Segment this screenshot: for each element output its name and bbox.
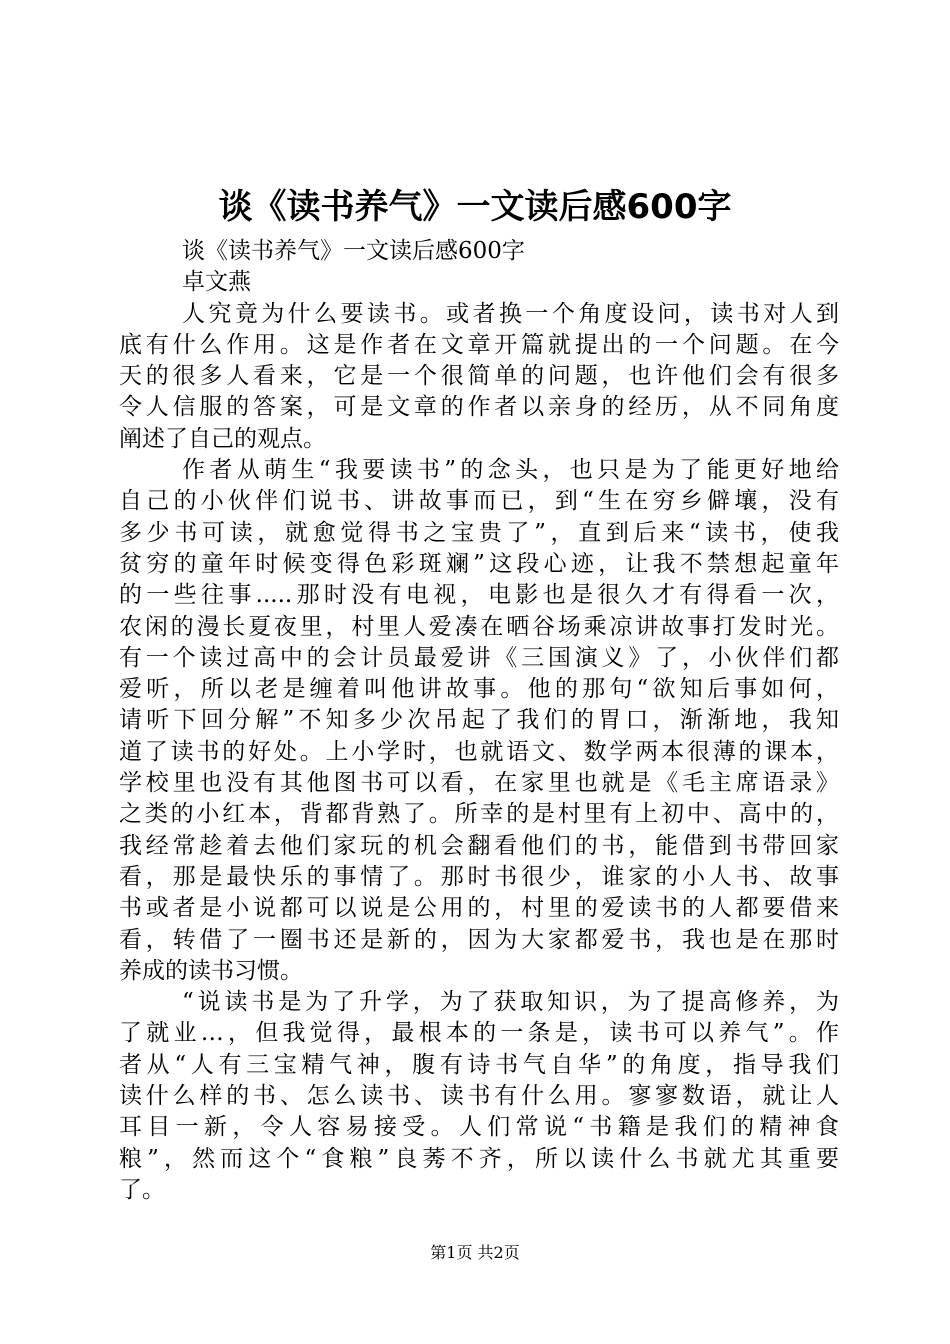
paragraph-line: 令人信服的答案，可是文章的作者以亲身的经历，从不同角度	[119, 394, 839, 421]
paragraph-line: 爱听，所以老是缠着叫他讲故事。他的那句“欲知后事如何，	[119, 676, 839, 703]
paragraph-line: 我经常趁着去他们家玩的机会翻看他们的书，能借到书带回家	[119, 832, 839, 859]
paragraph-line: 底有什么作用。这是作者在文章开篇就提出的一个问题。在今	[119, 331, 839, 358]
document-body	[119, 236, 839, 1206]
paragraph-line: 请听下回分解”不知多少次吊起了我们的胃口，渐渐地，我知	[119, 707, 839, 734]
paragraph-line: 粮”，然而这个“食粮”良莠不齐，所以读什么书就尤其重要	[119, 1145, 839, 1172]
paragraph	[119, 299, 839, 455]
paragraph-line: 贫穷的童年时候变得色彩斑斓”这段心迹，让我不禁想起童年	[119, 550, 839, 577]
paragraph-line: 耳目一新，令人容易接受。人们常说“书籍是我们的精神食	[119, 1114, 839, 1141]
paragraph-line: 了。	[119, 1176, 165, 1203]
paragraph	[119, 455, 839, 987]
paragraphs	[119, 299, 839, 1207]
paragraph-line: 自己的小伙伴们说书、讲故事而已，到“生在穷乡僻壤，没有	[119, 488, 839, 515]
paragraph-line: 学校里也没有其他图书可以看，在家里也就是《毛主席语录》	[119, 770, 839, 797]
author-line: 卓文燕	[182, 269, 251, 296]
paragraph-line: 了就业…，但我觉得，最根本的一条是，读书可以养气”。作	[119, 1020, 839, 1047]
paragraph-line: 养成的读书习惯。	[119, 957, 303, 984]
paragraph-line: 的一些往事.....那时没有电视，电影也是很久才有得看一次，	[119, 582, 839, 609]
paragraph-line: “说读书是为了升学，为了获取知识，为了提高修养，为	[182, 989, 839, 1016]
paragraph-line: 农闲的漫长夏夜里，村里人爱凑在晒谷场乘凉讲故事打发时光。	[119, 613, 839, 640]
page-footer: 第1页 共2页	[430, 1243, 520, 1262]
paragraph-line: 书或者是小说都可以说是公用的，村里的爱读书的人都要借来	[119, 895, 839, 922]
paragraph	[119, 987, 839, 1206]
paragraph-line: 有一个读过高中的会计员最爱讲《三国演义》了，小伙伴们都	[119, 644, 839, 671]
document-title: 谈《读书养气》一文读后感600字	[218, 187, 732, 227]
paragraph-line: 看，那是最快乐的事情了。那时书很少，谁家的小人书、故事	[119, 863, 839, 890]
paragraph-line: 天的很多人看来，它是一个很简单的问题，也许他们会有很多	[119, 363, 839, 390]
paragraph-line: 人究竟为什么要读书。或者换一个角度设问，读书对人到	[182, 300, 839, 327]
paragraph-line: 者从“人有三宝精气神，腹有诗书气自华”的角度，指导我们	[119, 1051, 839, 1078]
paragraph-line: 道了读书的好处。上小学时，也就语文、数学两本很薄的课本，	[119, 738, 839, 765]
paragraph-line: 作者从萌生“我要读书”的念头，也只是为了能更好地给	[182, 457, 839, 484]
paragraph-line: 多少书可读，就愈觉得书之宝贵了”，直到后来“读书，使我	[119, 519, 839, 546]
paragraph-line: 看，转借了一圈书还是新的，因为大家都爱书，我也是在那时	[119, 926, 839, 953]
paragraph-line: 阐述了自己的观点。	[119, 425, 326, 452]
subtitle-line: 谈《读书养气》一文读后感600字	[182, 238, 525, 264]
paragraph-line: 读什么样的书、怎么读书、读书有什么用。寥寥数语，就让人	[119, 1083, 839, 1110]
paragraph-line: 之类的小红本，背都背熟了。所幸的是村里有上初中、高中的，	[119, 801, 839, 828]
